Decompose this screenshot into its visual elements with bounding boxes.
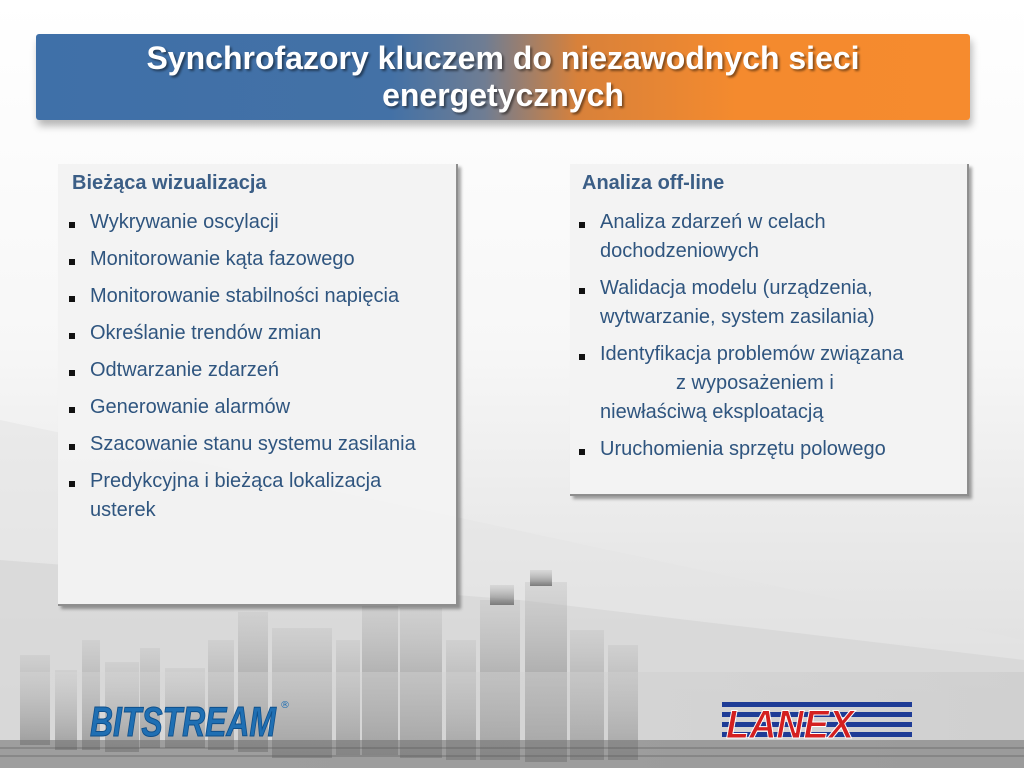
list-item [68, 245, 448, 274]
bullet-icon [69, 370, 75, 376]
list-item-text: Predykcyjna i bieżąca lokalizacja usterek [90, 470, 382, 521]
lanex-logo [722, 698, 914, 742]
bullet-icon [69, 296, 75, 302]
list-item [578, 274, 959, 332]
slide-title: Synchrofazory kluczem do niezawodnych sieci energetycznych [146, 40, 860, 113]
list-item [68, 208, 448, 237]
left-panel-heading: Bieżąca wizualizacja [72, 172, 267, 194]
bullet-icon [69, 444, 75, 450]
list-item-text: Walidacja modelu (urządzenia, wytwarzanie, system zasilania) [600, 277, 875, 328]
lanex-logo-text: LANEX [726, 703, 857, 742]
list-item-text: Generowanie alarmów [90, 396, 291, 418]
bullet-icon [69, 259, 75, 265]
left-bullet-list [68, 208, 448, 533]
list-item-text: Wykrywanie oscylacji [90, 211, 279, 233]
list-item [68, 282, 448, 311]
bitstream-logo-text: BITSTREAM [90, 698, 277, 744]
list-item [68, 430, 448, 459]
bullet-icon [579, 288, 585, 294]
list-item-text: Monitorowanie stabilności napięcia [90, 285, 400, 307]
list-item-text: Monitorowanie kąta fazowego [90, 248, 355, 270]
list-item-text: Określanie trendów zmian [90, 322, 322, 344]
bullet-icon [69, 481, 75, 487]
list-item-text: Odtwarzanie zdarzeń [90, 359, 279, 381]
list-item-text-line: z wyposażeniem i [676, 372, 834, 394]
bullet-icon [579, 449, 585, 455]
list-item [578, 340, 959, 427]
list-item-text-line: Identyfikacja problemów związana [600, 343, 904, 365]
bullet-icon [579, 222, 585, 228]
bullet-icon [69, 222, 75, 228]
bullet-icon [69, 407, 75, 413]
title-banner [36, 34, 970, 120]
list-item [68, 319, 448, 348]
list-item [68, 393, 448, 422]
list-item [578, 208, 959, 266]
list-item-text: Analiza zdarzeń w celach dochodzeniowych [600, 211, 826, 262]
list-item-text-line: niewłaściwą eksploatacją [600, 401, 824, 423]
left-content-panel [58, 164, 458, 606]
bullet-icon [69, 333, 75, 339]
right-panel-heading: Analiza off-line [582, 172, 725, 194]
list-item-text: Uruchomienia sprzętu polowego [600, 438, 886, 460]
list-item-text: Szacowanie stanu systemu zasilania [90, 433, 416, 455]
bullet-icon [579, 354, 585, 360]
list-item [68, 356, 448, 385]
list-item [578, 435, 959, 464]
bitstream-logo [88, 696, 298, 744]
right-bullet-list [578, 208, 959, 472]
right-content-panel [570, 164, 969, 496]
list-item [68, 467, 448, 525]
registered-mark: ® [280, 700, 290, 711]
